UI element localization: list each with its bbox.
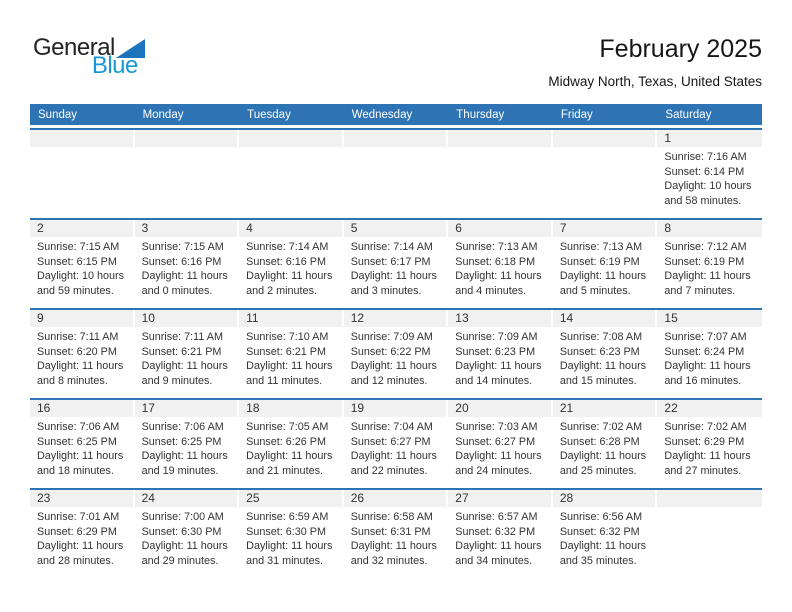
- daylight-text-line1: Daylight: 11 hours: [455, 270, 542, 283]
- day-details: [657, 327, 762, 388]
- sunset-text: Sunset: 6:31 PM: [350, 525, 431, 538]
- day-number: [30, 130, 133, 147]
- sunrise-text: Sunrise: 7:04 AM: [350, 421, 433, 433]
- calendar-table: [30, 104, 762, 578]
- sunrise-text: Sunrise: 7:11 AM: [141, 331, 223, 343]
- calendar-day-cell: [657, 220, 762, 308]
- calendar-day-cell: [344, 220, 449, 308]
- day-number: 5: [344, 220, 447, 237]
- daylight-text-line1: Daylight: 11 hours: [350, 540, 437, 553]
- day-number: 12: [344, 310, 447, 327]
- calendar-day-cell: [239, 490, 344, 578]
- sunset-text: Sunset: 6:25 PM: [37, 435, 117, 448]
- daylight-text-line2: and 12 minutes.: [350, 374, 428, 387]
- sunset-text: Sunset: 6:30 PM: [141, 525, 222, 538]
- day-number: 1: [657, 130, 762, 147]
- day-number: 7: [553, 220, 656, 237]
- daylight-text-line2: and 59 minutes.: [37, 284, 114, 297]
- daylight-text-line1: Daylight: 11 hours: [350, 270, 437, 283]
- sunset-text: Sunset: 6:14 PM: [664, 165, 745, 178]
- daylight-text-line1: Daylight: 11 hours: [455, 450, 542, 463]
- daylight-text-line2: and 11 minutes.: [246, 374, 323, 387]
- daylight-text-line2: [142, 153, 235, 154]
- day-details: [553, 417, 658, 478]
- calendar-week-row: [30, 218, 762, 308]
- sunset-text: Sunset: 6:27 PM: [350, 435, 431, 448]
- weekday-tuesday: Tuesday: [247, 108, 291, 121]
- daylight-text-line2: and 34 minutes.: [455, 554, 533, 567]
- daylight-text-line2: and 5 minutes.: [559, 284, 631, 297]
- sunrise-text: Sunrise: 7:13 AM: [455, 241, 538, 253]
- calendar-day-cell: [657, 400, 762, 488]
- sunset-text: Sunset: 6:19 PM: [664, 255, 745, 268]
- sunrise-text: Sunrise: 7:13 AM: [559, 241, 643, 253]
- day-details: [553, 237, 658, 298]
- sunrise-text: Sunrise: 7:06 AM: [37, 421, 120, 433]
- sunset-text: Sunset: 6:32 PM: [455, 525, 536, 538]
- day-number: [448, 130, 551, 147]
- daylight-text-line2: and 15 minutes.: [559, 374, 637, 387]
- weekday-thursday: Thursday: [456, 108, 505, 121]
- sunrise-text: Sunrise: 7:01 AM: [37, 511, 120, 523]
- day-details: [448, 327, 553, 388]
- daylight-text-line1: Daylight: 11 hours: [141, 360, 228, 373]
- day-number: 22: [657, 400, 762, 417]
- daylight-text-line1: Daylight: 10 hours: [37, 270, 125, 283]
- sunset-text: Sunset: 6:27 PM: [455, 435, 536, 448]
- calendar-day-cell: [135, 400, 240, 488]
- sunrise-text: Sunrise: 7:15 AM: [141, 241, 224, 253]
- sunset-text: Sunset: 6:17 PM: [350, 255, 431, 268]
- daylight-text-line1: Daylight: 11 hours: [37, 450, 124, 463]
- calendar-day-cell: [30, 220, 135, 308]
- daylight-text-line2: and 16 minutes.: [664, 374, 742, 387]
- calendar-day-cell: [657, 310, 762, 398]
- daylight-text-line2: and 3 minutes.: [350, 284, 422, 297]
- calendar-day-cell: [553, 310, 658, 398]
- daylight-text-line1: Daylight: 11 hours: [246, 540, 333, 553]
- day-details: [448, 417, 553, 478]
- sunrise-text: Sunrise: 7:02 AM: [559, 421, 643, 433]
- sunset-text: Sunset: 6:16 PM: [141, 255, 222, 268]
- day-number: 8: [657, 220, 762, 237]
- general-blue-logo: [33, 36, 145, 78]
- calendar-day-cell: [239, 220, 344, 308]
- daylight-text-line2: and 14 minutes.: [455, 374, 533, 387]
- day-details: [135, 237, 240, 298]
- weekday-header-row: [30, 104, 762, 125]
- sunrise-text: Sunrise: 6:56 AM: [559, 511, 643, 523]
- calendar-day-cell: [448, 130, 553, 218]
- day-number: 10: [135, 310, 238, 327]
- daylight-text-line2: [351, 153, 444, 154]
- day-number: 2: [30, 220, 133, 237]
- daylight-text-line2: and 22 minutes.: [350, 464, 428, 477]
- daylight-text-line2: and 35 minutes.: [559, 554, 637, 567]
- daylight-text-line1: Daylight: 11 hours: [664, 270, 751, 283]
- sunset-text: Sunset: 6:30 PM: [246, 525, 326, 538]
- day-details: [239, 237, 344, 298]
- calendar-day-cell: [448, 310, 553, 398]
- day-number: 27: [448, 490, 551, 507]
- sunset-text: Sunset: 6:23 PM: [455, 345, 536, 358]
- sunrise-text: Sunrise: 7:09 AM: [350, 331, 433, 343]
- day-number: 13: [448, 310, 551, 327]
- daylight-text-line2: and 28 minutes.: [37, 554, 114, 567]
- day-details: [553, 507, 658, 568]
- sunset-text: Sunset: 6:24 PM: [664, 345, 745, 358]
- day-details: [239, 507, 344, 568]
- daylight-text-line1: Daylight: 11 hours: [141, 450, 228, 463]
- daylight-text-line1: Daylight: 11 hours: [559, 450, 647, 463]
- daylight-text-line2: and 32 minutes.: [350, 554, 428, 567]
- daylight-text-line2: [455, 153, 548, 154]
- daylight-text-line2: and 4 minutes.: [455, 284, 527, 297]
- day-details: [344, 237, 449, 298]
- calendar-day-cell: [239, 130, 344, 218]
- daylight-text-line1: Daylight: 11 hours: [350, 450, 437, 463]
- daylight-text-line2: [37, 153, 130, 154]
- sunrise-text: Sunrise: 6:59 AM: [246, 511, 329, 523]
- calendar-day-cell: [553, 220, 658, 308]
- day-number: 20: [448, 400, 551, 417]
- sunset-text: Sunset: 6:16 PM: [246, 255, 326, 268]
- sunrise-text: Sunrise: 6:57 AM: [455, 511, 538, 523]
- day-details: [553, 327, 658, 388]
- calendar-day-cell: [239, 400, 344, 488]
- day-details: [344, 147, 449, 154]
- day-number: 28: [553, 490, 656, 507]
- day-details: [135, 507, 240, 568]
- daylight-text-line2: and 7 minutes.: [664, 284, 736, 297]
- day-number: [657, 490, 762, 507]
- calendar-day-cell: [657, 490, 762, 578]
- sunrise-text: Sunrise: 7:09 AM: [455, 331, 538, 343]
- day-number: 14: [553, 310, 656, 327]
- calendar-day-cell: [135, 310, 240, 398]
- sunrise-text: Sunrise: 7:16 AM: [664, 151, 747, 163]
- day-details: [344, 507, 449, 568]
- daylight-text-line1: Daylight: 11 hours: [141, 270, 228, 283]
- sunrise-text: Sunrise: 7:03 AM: [455, 421, 538, 433]
- sunset-text: Sunset: 6:25 PM: [141, 435, 222, 448]
- day-details: [239, 327, 344, 388]
- daylight-text-line2: [246, 153, 339, 154]
- calendar-day-cell: [344, 310, 449, 398]
- daylight-text-line1: Daylight: 11 hours: [455, 540, 542, 553]
- sunset-text: Sunset: 6:21 PM: [141, 345, 222, 358]
- day-number: 19: [344, 400, 447, 417]
- day-number: 6: [448, 220, 551, 237]
- sunset-text: Sunset: 6:23 PM: [559, 345, 640, 358]
- day-details: [135, 417, 240, 478]
- sunset-text: Sunset: 6:18 PM: [455, 255, 536, 268]
- page-subtitle: Midway North, Texas, United States: [548, 73, 762, 89]
- daylight-text-line2: and 21 minutes.: [246, 464, 323, 477]
- day-number: 4: [239, 220, 342, 237]
- sunset-text: Sunset: 6:19 PM: [559, 255, 640, 268]
- sunrise-text: Sunrise: 7:11 AM: [37, 331, 119, 343]
- daylight-text-line1: Daylight: 11 hours: [246, 450, 333, 463]
- calendar-day-cell: [657, 130, 762, 218]
- day-number: 3: [135, 220, 238, 237]
- daylight-text-line2: and 9 minutes.: [141, 374, 213, 387]
- daylight-text-line2: and 0 minutes.: [141, 284, 213, 297]
- sunset-text: Sunset: 6:32 PM: [559, 525, 640, 538]
- sunset-text: Sunset: 6:28 PM: [559, 435, 640, 448]
- sunrise-text: Sunrise: 7:05 AM: [246, 421, 329, 433]
- daylight-text-line2: and 8 minutes.: [37, 374, 108, 387]
- daylight-text-line2: and 29 minutes.: [141, 554, 219, 567]
- calendar-week-row: [30, 128, 762, 218]
- sunrise-text: Sunrise: 7:15 AM: [37, 241, 120, 253]
- calendar-weeks: [30, 128, 762, 578]
- daylight-text-line2: [560, 153, 653, 154]
- day-number: 26: [344, 490, 447, 507]
- daylight-text-line1: Daylight: 11 hours: [664, 450, 751, 463]
- title-block: [548, 36, 762, 89]
- weekday-wednesday: Wednesday: [351, 108, 413, 121]
- daylight-text-line1: Daylight: 11 hours: [559, 360, 647, 373]
- day-details: [135, 147, 240, 154]
- day-number: 25: [239, 490, 342, 507]
- calendar-week-row: [30, 488, 762, 578]
- day-details: [657, 417, 762, 478]
- page-title: February 2025: [599, 35, 762, 63]
- day-number: [135, 130, 238, 147]
- day-number: 18: [239, 400, 342, 417]
- daylight-text-line1: Daylight: 11 hours: [246, 270, 333, 283]
- daylight-text-line1: Daylight: 11 hours: [559, 540, 647, 553]
- day-details: [657, 237, 762, 298]
- sunrise-text: Sunrise: 6:58 AM: [350, 511, 433, 523]
- daylight-text-line2: and 18 minutes.: [37, 464, 114, 477]
- calendar-day-cell: [135, 490, 240, 578]
- sunrise-text: Sunrise: 7:02 AM: [664, 421, 747, 433]
- daylight-text-line1: Daylight: 11 hours: [664, 360, 751, 373]
- day-number: 17: [135, 400, 238, 417]
- calendar-day-cell: [448, 400, 553, 488]
- sunset-text: Sunset: 6:15 PM: [37, 255, 117, 268]
- daylight-text-line2: and 24 minutes.: [455, 464, 533, 477]
- logo-text-general: General: [33, 34, 115, 61]
- day-number: [239, 130, 342, 147]
- day-number: 21: [553, 400, 656, 417]
- day-details: [30, 417, 135, 478]
- daylight-text-line2: and 25 minutes.: [559, 464, 637, 477]
- sunset-text: Sunset: 6:29 PM: [664, 435, 745, 448]
- daylight-text-line2: and 2 minutes.: [246, 284, 317, 297]
- day-number: 24: [135, 490, 238, 507]
- calendar-day-cell: [344, 400, 449, 488]
- sunset-text: Sunset: 6:29 PM: [37, 525, 117, 538]
- weekday-saturday: Saturday: [665, 108, 712, 121]
- sunrise-text: Sunrise: 7:12 AM: [664, 241, 747, 253]
- calendar-day-cell: [30, 400, 135, 488]
- day-details: [135, 327, 240, 388]
- daylight-text-line1: Daylight: 11 hours: [37, 360, 124, 373]
- calendar-day-cell: [553, 490, 658, 578]
- day-number: [344, 130, 447, 147]
- day-details: [30, 237, 135, 298]
- day-number: 15: [657, 310, 762, 327]
- sunrise-text: Sunrise: 7:14 AM: [246, 241, 329, 253]
- day-details: [344, 327, 449, 388]
- weekday-monday: Monday: [142, 108, 184, 121]
- calendar-day-cell: [344, 490, 449, 578]
- calendar-day-cell: [135, 130, 240, 218]
- daylight-text-line2: and 31 minutes.: [246, 554, 323, 567]
- daylight-text-line2: and 58 minutes.: [664, 194, 742, 207]
- calendar-week-row: [30, 308, 762, 398]
- calendar-week-row: [30, 398, 762, 488]
- day-details: [239, 417, 344, 478]
- daylight-text-line2: and 27 minutes.: [664, 464, 742, 477]
- day-details: [553, 147, 658, 154]
- calendar-day-cell: [448, 220, 553, 308]
- day-details: [239, 147, 344, 154]
- day-number: 11: [239, 310, 342, 327]
- sunrise-text: Sunrise: 7:00 AM: [141, 511, 224, 523]
- sunrise-text: Sunrise: 7:07 AM: [664, 331, 747, 343]
- sunrise-text: Sunrise: 7:10 AM: [246, 331, 329, 343]
- daylight-text-line2: and 19 minutes.: [141, 464, 219, 477]
- day-number: 23: [30, 490, 133, 507]
- weekday-sunday: Sunday: [38, 108, 78, 121]
- sunrise-text: Sunrise: 7:06 AM: [141, 421, 224, 433]
- day-number: 9: [30, 310, 133, 327]
- logo-text-blue: Blue: [91, 52, 138, 79]
- calendar-day-cell: [344, 130, 449, 218]
- daylight-text-line1: Daylight: 11 hours: [141, 540, 228, 553]
- sunset-text: Sunset: 6:22 PM: [350, 345, 431, 358]
- sunrise-text: Sunrise: 7:08 AM: [559, 331, 643, 343]
- day-number: [553, 130, 656, 147]
- daylight-text-line1: Daylight: 11 hours: [246, 360, 333, 373]
- day-details: [344, 417, 449, 478]
- calendar-day-cell: [448, 490, 553, 578]
- calendar-day-cell: [30, 490, 135, 578]
- daylight-text-line1: Daylight: 11 hours: [559, 270, 647, 283]
- calendar-day-cell: [553, 130, 658, 218]
- sunset-text: Sunset: 6:26 PM: [246, 435, 326, 448]
- day-details: [448, 237, 553, 298]
- day-details: [30, 327, 135, 388]
- calendar-day-cell: [239, 310, 344, 398]
- calendar-day-cell: [30, 130, 135, 218]
- calendar-day-cell: [30, 310, 135, 398]
- calendar-day-cell: [135, 220, 240, 308]
- sunrise-text: Sunrise: 7:14 AM: [350, 241, 433, 253]
- day-details: [657, 507, 762, 514]
- calendar-day-cell: [553, 400, 658, 488]
- day-details: [448, 147, 553, 154]
- daylight-text-line1: Daylight: 11 hours: [350, 360, 437, 373]
- day-number: 16: [30, 400, 133, 417]
- weekday-friday: Friday: [560, 108, 593, 121]
- daylight-text-line1: Daylight: 10 hours: [664, 180, 752, 193]
- daylight-text-line1: Daylight: 11 hours: [455, 360, 542, 373]
- day-details: [30, 147, 135, 154]
- day-details: [30, 507, 135, 568]
- sunset-text: Sunset: 6:20 PM: [37, 345, 117, 358]
- daylight-text-line1: Daylight: 11 hours: [37, 540, 124, 553]
- daylight-text-line2: [664, 513, 757, 514]
- sunset-text: Sunset: 6:21 PM: [246, 345, 326, 358]
- day-details: [657, 147, 762, 208]
- day-details: [448, 507, 553, 568]
